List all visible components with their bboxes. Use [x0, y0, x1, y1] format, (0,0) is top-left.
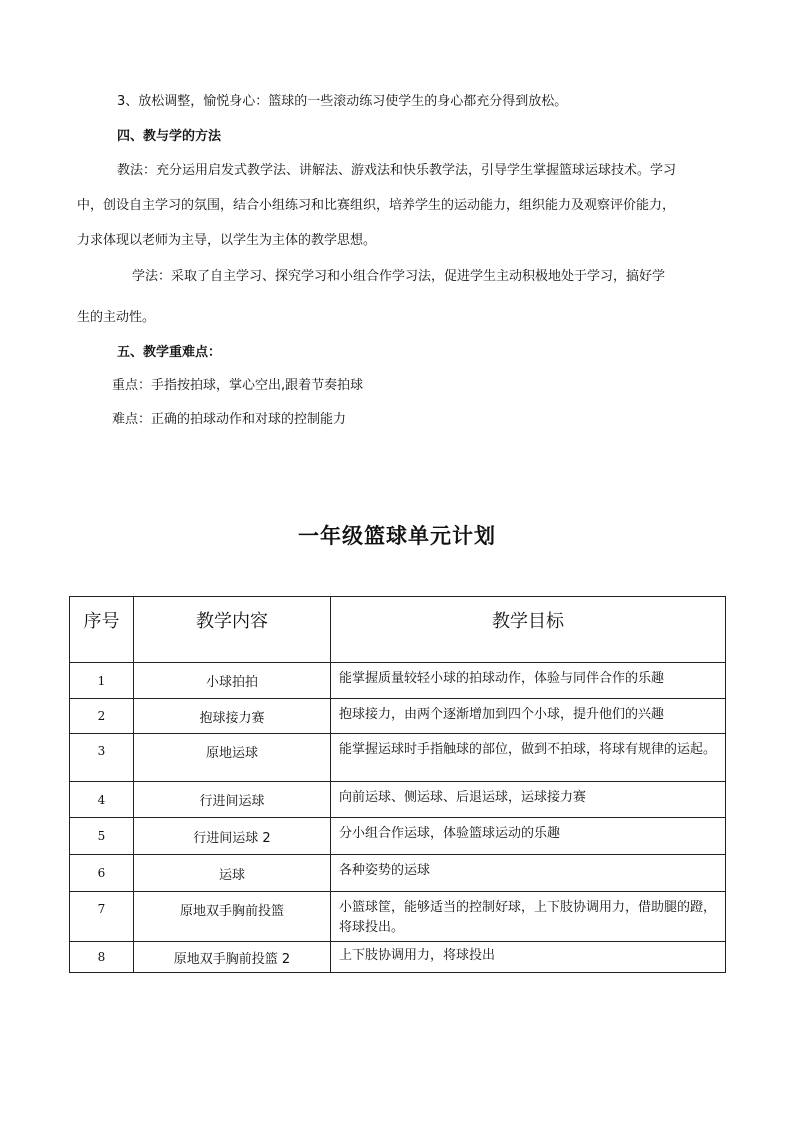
row-goal	[331, 699, 726, 734]
row-goal	[331, 663, 726, 699]
table-row	[70, 942, 726, 973]
row-goal	[331, 855, 726, 892]
row-number: 8	[70, 942, 134, 973]
relax-point: 3、放松调整，愉悦身心：篮球的一些滚动练习使学生的身心都充分得到放松。	[117, 94, 568, 109]
key-point: 重点：手指按拍球，掌心空出,跟着节奏拍球	[112, 378, 364, 393]
row-content: 行进间运球 2	[134, 818, 331, 855]
row-content: 原地双手胸前投篮 2	[134, 942, 331, 973]
table-row	[70, 782, 726, 818]
row-content: 小球拍拍	[134, 663, 331, 699]
table-row	[70, 734, 726, 782]
row-number: 4	[70, 782, 134, 818]
header-number: 序号	[70, 597, 134, 663]
table-row	[70, 818, 726, 855]
row-goal	[331, 782, 726, 818]
header-goal: 教学目标	[331, 597, 726, 663]
row-goal-text: 能掌握质量较轻小球的拍球动作，体验与同伴合作的乐趣	[339, 671, 665, 686]
row-goal-text: 各种姿势的运球	[339, 863, 431, 878]
row-number: 5	[70, 818, 134, 855]
row-number: 2	[70, 699, 134, 734]
row-goal-text: 分小组合作运球，体验篮球运动的乐趣	[339, 826, 561, 841]
row-content: 原地双手胸前投篮	[134, 892, 331, 942]
row-goal	[331, 942, 726, 973]
table-row	[70, 663, 726, 699]
row-content: 运球	[134, 855, 331, 892]
key-heading: 五、教学重难点：	[117, 345, 222, 360]
row-goal-text: 向前运球、侧运球、后退运球，运球接力赛	[339, 790, 587, 805]
table-header-row	[70, 597, 726, 663]
row-content: 抱球接力赛	[134, 699, 331, 734]
row-goal	[331, 734, 726, 782]
header-content: 教学内容	[134, 597, 331, 663]
method-heading: 四、教与学的方法	[117, 129, 222, 144]
row-content: 行进间运球	[134, 782, 331, 818]
row-goal-text: 小篮球筐，能够适当的控制好球，上下肢协调用力，借助腿的蹬，将球投出。	[339, 900, 717, 935]
unit-plan-table	[69, 596, 726, 973]
table-row	[70, 699, 726, 734]
difficult-point: 难点：正确的拍球动作和对球的控制能力	[112, 412, 347, 427]
table-row	[70, 892, 726, 942]
teach-method-line-1: 教法：充分运用启发式教学法、讲解法、游戏法和快乐教学法，引导学生掌握篮球运球技术。学习	[117, 163, 677, 178]
row-goal-text: 上下肢协调用力，将球投出	[339, 948, 496, 963]
row-content: 原地运球	[134, 734, 331, 782]
table-row	[70, 855, 726, 892]
learn-method-line-1: 学法：采取了自主学习、探究学习和小组合作学习法，促进学生主动积极地处于学习，搞好学	[132, 269, 666, 284]
row-goal-text: 能掌握运球时手指触球的部位，做到不拍球，将球有规律的运起。	[339, 742, 717, 757]
row-number: 6	[70, 855, 134, 892]
row-number: 1	[70, 663, 134, 699]
plan-title: 一年级篮球单元计划	[298, 523, 496, 548]
row-number: 3	[70, 734, 134, 782]
row-goal	[331, 818, 726, 855]
row-goal	[331, 892, 726, 942]
row-goal-text: 抱球接力，由两个逐渐增加到四个小球，提升他们的兴趣	[339, 707, 665, 722]
teach-method-line-2: 中，创设自主学习的氛围，结合小组练习和比赛组织，培养学生的运动能力，组织能力及观察评价能力，	[77, 198, 676, 213]
teach-method-line-3: 力求体现以老师为主导，以学生为主体的教学思想。	[77, 233, 377, 248]
row-number: 7	[70, 892, 134, 942]
learn-method-line-2: 生的主动性。	[77, 310, 156, 325]
